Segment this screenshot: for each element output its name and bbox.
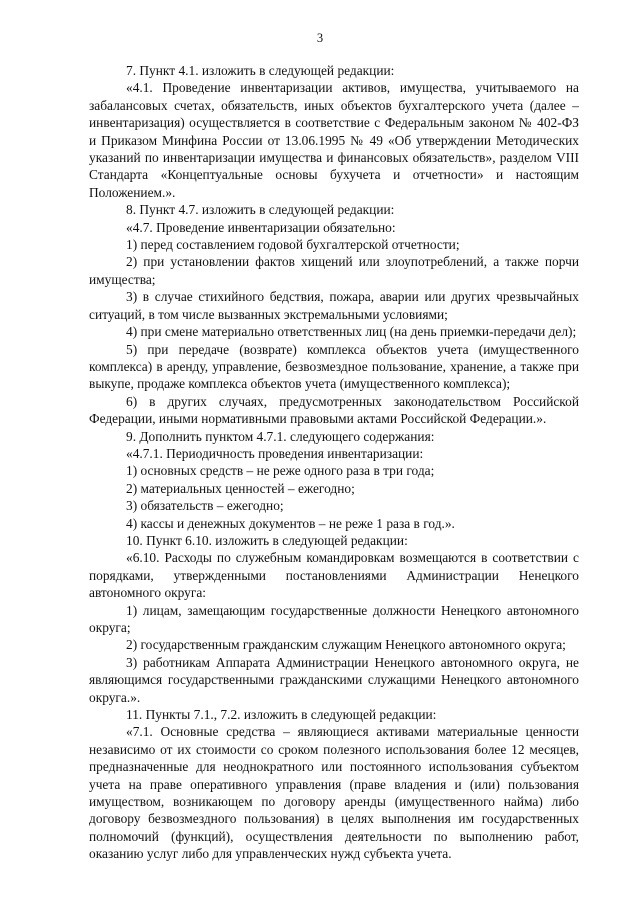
- paragraph: «4.1. Проведение инвентаризации активов, имущества, учитываемого на забалансовых счетах, обязательств, иных объектов бухгалтерского учета (далее – инвентаризация) осуществляется в соответствие с Федеральным законом № 402-ФЗ и Приказом Минфина России от 13.06.1995 № 49 «Об утверждении Методических указаний по инвентаризации имущества и финансовых обязательств», разделом VIII Стандарта «Концептуальные основы бухучета и отчетности» и настоящим Положением.».: [89, 80, 579, 200]
- paragraph: «4.7.1. Периодичность проведения инвентаризации:: [126, 445, 424, 461]
- paragraph: 3) обязательств – ежегодно;: [126, 498, 284, 514]
- paragraph: 6) в других случаях, предусмотренных законодательством Российской Федерации, иными нормативными правовыми актами Российской Федерации.».: [89, 393, 579, 427]
- paragraph: 2) материальных ценностей – ежегодно;: [126, 480, 355, 496]
- page-number: 3: [316, 31, 324, 45]
- paragraph: 1) лицам, замещающим государственные должности Ненецкого автономного округа;: [89, 602, 579, 635]
- paragraph: «6.10. Расходы по служебным командировкам возмещаются в соответствии с порядками, утвержденными постановлениями Администрации Ненецкого автономного округа:: [89, 550, 579, 601]
- paragraph: «7.1. Основные средства – являющиеся активами материальные ценности независимо от их стоимости со сроком полезного использования более 12 месяцев, предназначенные для неоднократного или постоянного использования субъектом учета на праве оперативного управления (праве владения и (или) пользования имуществом, возникающем по договору аренды (имущественного найма) либо договору безвозмездного пользования) в целях выполнения им государственных полномочий (функций), осуществления деятельности по выполнению работ, оказанию услуг либо для управленческих нужд субъекта учета.: [89, 724, 579, 862]
- paragraph: 7. Пункт 4.1. изложить в следующей редакции:: [126, 63, 395, 78]
- document-body: [89, 62, 579, 863]
- paragraph: 3) работникам Аппарата Администрации Ненецкого автономного округа, не являющимся государственными гражданскими служащими Ненецкого автономного округа.».: [89, 654, 579, 705]
- paragraph: 2) государственным гражданским служащим Ненецкого автономного округа;: [126, 637, 566, 653]
- paragraph: 9. Дополнить пунктом 4.7.1. следующего содержания:: [126, 428, 435, 444]
- paragraph: 5) при передаче (возврате) комплекса объектов учета (имущественного комплекса) в аренду, управление, безвозмездное пользование, хранение, а также при выкупе, продаже комплекса объектов учета (имущественного комплекса);: [89, 341, 579, 392]
- paragraph: 3) в случае стихийного бедствия, пожара, аварии или других чрезвычайных ситуаций, в том числе вызванных экстремальными условиями;: [89, 289, 579, 322]
- paragraph: 1) основных средств – не реже одного раза в три года;: [126, 463, 435, 479]
- paragraph: «4.7. Проведение инвентаризации обязательно:: [126, 219, 396, 235]
- paragraph: 4) при смене материально ответственных лиц (на день приемки-передачи дел);: [126, 324, 577, 340]
- paragraph: 1) перед составлением годовой бухгалтерской отчетности;: [126, 237, 460, 253]
- paragraph: 10. Пункт 6.10. изложить в следующей редакции:: [126, 532, 408, 548]
- paragraph: 8. Пункт 4.7. изложить в следующей редакции:: [126, 202, 395, 218]
- paragraph: 11. Пункты 7.1., 7.2. изложить в следующей редакции:: [126, 707, 437, 723]
- paragraph: 4) кассы и денежных документов – не реже 1 раза в год.».: [126, 515, 455, 531]
- paragraph: 2) при установлении фактов хищений или злоупотреблений, а также порчи имущества;: [89, 254, 579, 287]
